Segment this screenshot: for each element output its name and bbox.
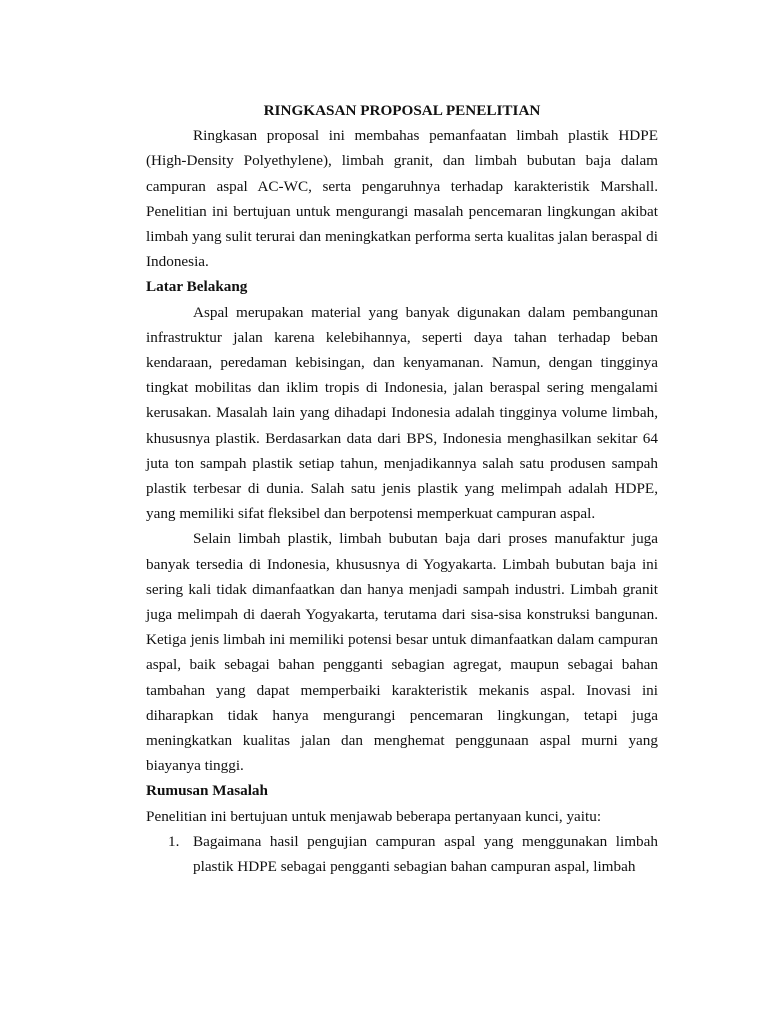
problem-intro: Penelitian ini bertujuan untuk menjawab beberapa pertanyaan kunci, yaitu: <box>146 807 602 825</box>
page-content <box>146 98 658 879</box>
background-paragraph-1: Aspal merupakan material yang banyak digunakan dalam pembangunan infrastruktur jalan karena kelebihannya, seperti daya tahan terhadap beban kendaraan, peredaman kebisingan, dan kenyamanan. Namun, dengan tingginya tingkat mobilitas dan iklim tropis di Indonesia, jalan beraspal sering mengalami kerusakan. Masalah lain yang dihadapi Indonesia adalah tingginya volume limbah, khususnya plastik. Berdasarkan data dari BPS, Indonesia menghasilkan sekitar 64 juta ton sampah plastik setiap tahun, menjadikannya salah satu produsen sampah plastik terbesar di dunia. Salah satu jenis plastik yang melimpah adalah HDPE, yang memiliki sifat fleksibel dan berpotensi memperkuat campuran aspal. <box>146 303 658 523</box>
problem-heading: Rumusan Masalah <box>146 782 268 800</box>
list-item <box>146 829 658 879</box>
summary-paragraph: Ringkasan proposal ini membahas pemanfaatan limbah plastik HDPE (High-Density Polyethylene), limbah granit, dan limbah bubutan baja dalam campuran aspal AC-WC, serta pengaruhnya terhadap karakteristik Marshall. Penelitian ini bertujuan untuk mengurangi masalah pencemaran lingkungan akibat limbah yang sulit terurai dan meningkatkan performa serta kualitas jalan beraspal di Indonesia. <box>146 127 658 271</box>
background-paragraph-2: Selain limbah plastik, limbah bubutan baja dari proses manufaktur juga banyak tersedia di Indonesia, khususnya di Yogyakarta. Limbah bubutan baja ini sering kali tidak dimanfaatkan dan hanya menjadi sampah industri. Limbah granit juga melimpah di daerah Yogyakarta, terutama dari sisa-sisa konstruksi bangunan. Ketiga jenis limbah ini memiliki potensi besar untuk dimanfaatkan dalam campuran aspal, baik sebagai bahan pengganti sebagian agregat, maupun sebagai bahan tambahan yang dapat memperbaiki karakteristik mekanis aspal. Inovasi ini diharapkan tidak hanya mengurangi pencemaran lingkungan, tetapi juga meningkatkan kualitas jalan dan menghemat penggunaan aspal murni yang biayanya tinggi. <box>146 530 658 775</box>
document-title: RINGKASAN PROPOSAL PENELITIAN <box>263 102 541 119</box>
list-item-number: 1. <box>168 832 180 850</box>
problem-list <box>146 829 658 879</box>
list-item-text: Bagaimana hasil pengujian campuran aspal yang menggunakan limbah plastik HDPE sebagai pengganti sebagian bahan campuran aspal, limbah <box>193 832 658 876</box>
background-heading: Latar Belakang <box>146 278 248 296</box>
